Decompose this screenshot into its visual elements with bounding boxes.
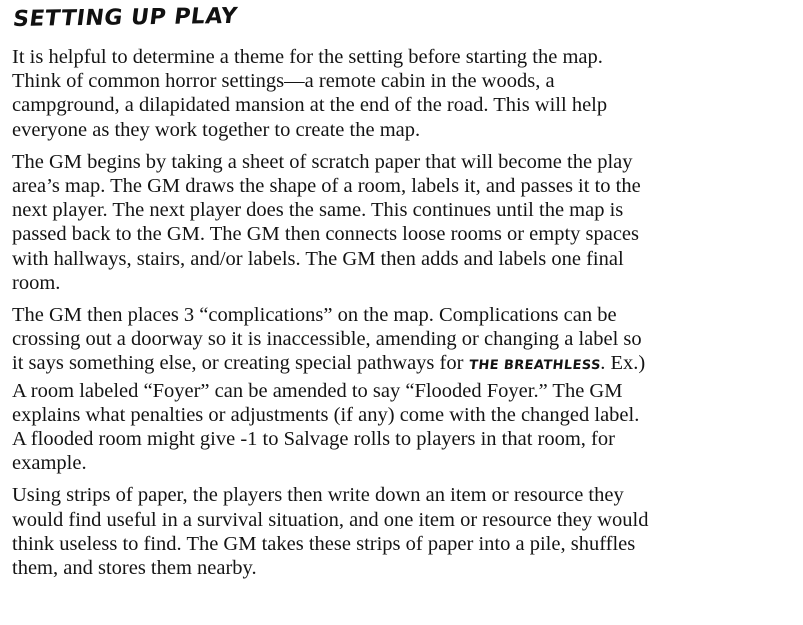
text-line: passed back to the GM. The GM then connects loose rooms or empty spaces xyxy=(12,223,640,246)
paragraph-item-strips xyxy=(12,483,793,580)
text-line: with hallways, stairs, and/or labels. The GM then adds and labels one final xyxy=(12,247,624,270)
text-line: Using strips of paper, the players then write down an item or resource they xyxy=(12,484,624,507)
text-segment: it says something else, or creating special pathways for xyxy=(12,352,464,375)
text-line: The GM then places 3 “complications” on the map. Complications can be xyxy=(12,304,617,327)
paragraph-theme xyxy=(12,45,793,142)
text-line: would find useful in a survival situation, and one item or resource they would xyxy=(12,508,649,531)
paragraph-map-drawing xyxy=(12,150,793,295)
text-line: explains what penalties or adjustments (if any) come with the changed label. xyxy=(12,403,640,426)
text-line: The GM begins by taking a sheet of scratch paper that will become the play xyxy=(12,150,633,173)
text-line: campground, a dilapidated mansion at the end of the road. This will help xyxy=(12,94,608,117)
text-line: A room labeled “Foyer” can be amended to say “Flooded Foyer.” The GM xyxy=(12,379,623,402)
text-line: room. xyxy=(12,271,61,294)
text-line-with-brand xyxy=(12,351,793,378)
text-line: everyone as they work together to create the map. xyxy=(12,118,421,141)
text-line: think useless to find. The GM takes these strips of paper into a pile, shuffles xyxy=(12,532,636,555)
text-line: A flooded room might give -1 to Salvage rolls to players in that room, for xyxy=(12,428,615,451)
paragraph-complications xyxy=(12,303,793,475)
text-line: It is helpful to determine a theme for the setting before starting the map. xyxy=(12,46,603,68)
text-line: Think of common horror settings—a remote cabin in the woods, a xyxy=(12,70,555,93)
text-line: example. xyxy=(12,452,87,475)
text-segment: . Ex.) xyxy=(600,352,646,375)
text-line: them, and stores them nearby. xyxy=(12,557,257,580)
text-line: crossing out a doorway so it is inaccessible, amending or changing a label so xyxy=(12,328,642,351)
text-line: next player. The next player does the same. This continues until the map is xyxy=(12,199,624,222)
section-heading: SETTING UP PLAY xyxy=(11,3,239,32)
game-title-logotype: THE BREATHLESS xyxy=(467,358,602,374)
text-line: area’s map. The GM draws the shape of a room, labels it, and passes it to the xyxy=(12,175,641,198)
